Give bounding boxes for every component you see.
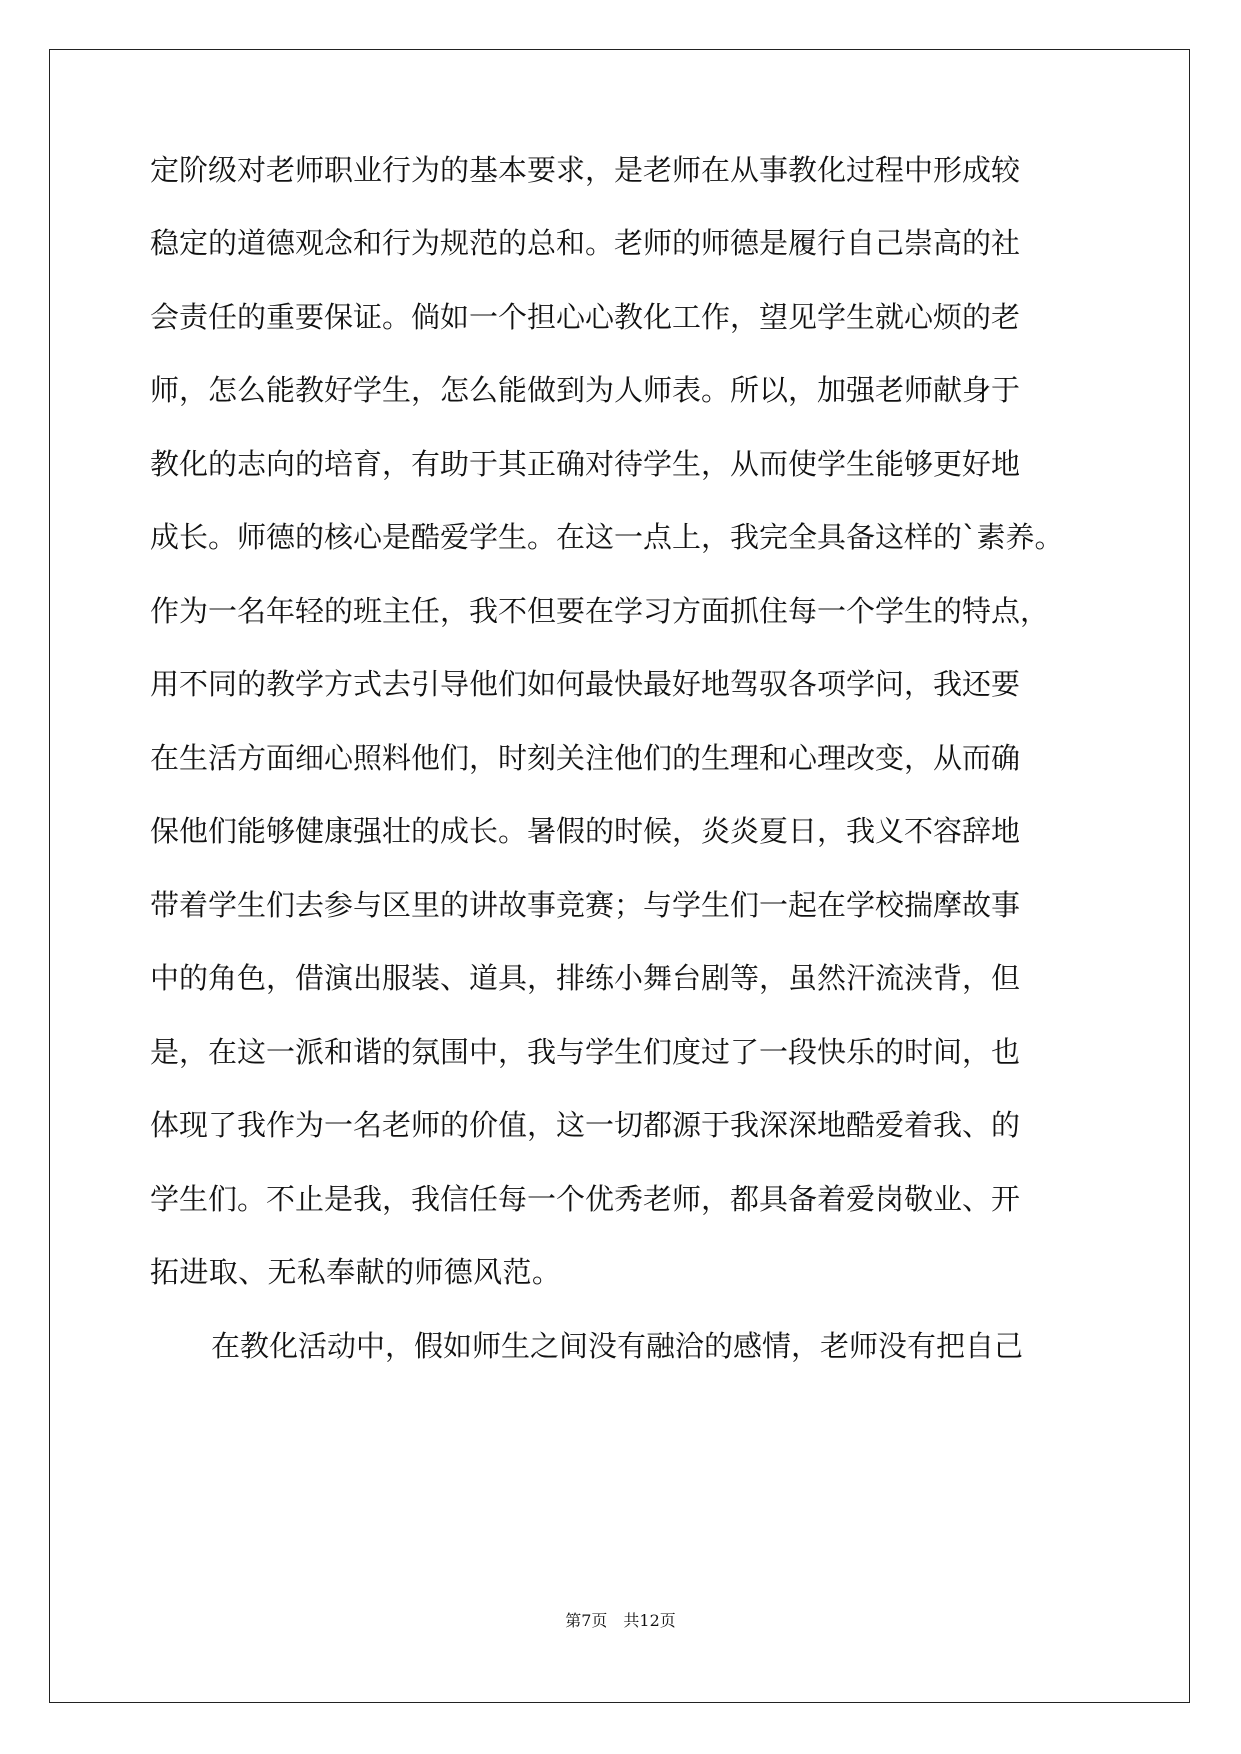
page-number: 第7页 xyxy=(565,1611,608,1630)
text-line: 在生活方面细心照料他们，时刻关注他们的生理和心理改变，从而确 xyxy=(150,741,1021,775)
text-line: 是，在这一派和谐的氛围中，我与学生们度过了一段快乐的时间，也 xyxy=(150,1035,1021,1069)
text-line: 在教化活动中，假如师生之间没有融洽的感情，老师没有把自己 xyxy=(211,1329,1024,1363)
text-line: 教化的志向的培育，有助于其正确对待学生，从而使学生能够更好地 xyxy=(150,447,1021,481)
text-line: 用不同的教学方式去引导他们如何最快最好地驾驭各项学问，我还要 xyxy=(150,667,1021,701)
text-line: 带着学生们去参与区里的讲故事竞赛；与学生们一起在学校揣摩故事 xyxy=(150,888,1021,922)
text-line: 会责任的重要保证。倘如一个担心心教化工作，望见学生就心烦的老 xyxy=(150,300,1021,334)
text-line: 定阶级对老师职业行为的基本要求，是老师在从事教化过程中形成较 xyxy=(150,153,1021,187)
page-footer xyxy=(0,1609,1241,1633)
text-line: 中的角色，借演出服装、道具，排练小舞台剧等，虽然汗流浃背，但 xyxy=(150,961,1021,995)
text-line: 作为一名年轻的班主任，我不但要在学习方面抓住每一个学生的特点， xyxy=(150,594,1050,628)
text-line: 学生们。不止是我，我信任每一个优秀老师，都具备着爱岗敬业、开 xyxy=(150,1182,1021,1216)
text-line: 保他们能够健康强壮的成长。暑假的时候，炎炎夏日，我义不容辞地 xyxy=(150,814,1021,848)
text-line: 师，怎么能教好学生，怎么能做到为人师表。所以，加强老师献身于 xyxy=(150,373,1021,407)
text-line: 稳定的道德观念和行为规范的总和。老师的师德是履行自己崇高的社 xyxy=(150,226,1021,260)
text-line: 体现了我作为一名老师的价值，这一切都源于我深深地酷爱着我、的 xyxy=(150,1108,1021,1142)
text-line: 成长。师德的核心是酷爱学生。在这一点上，我完全具备这样的`素养。 xyxy=(150,520,1064,554)
page-total: 共12页 xyxy=(623,1611,676,1630)
text-line: 拓进取、无私奉献的师德风范。 xyxy=(150,1255,562,1289)
